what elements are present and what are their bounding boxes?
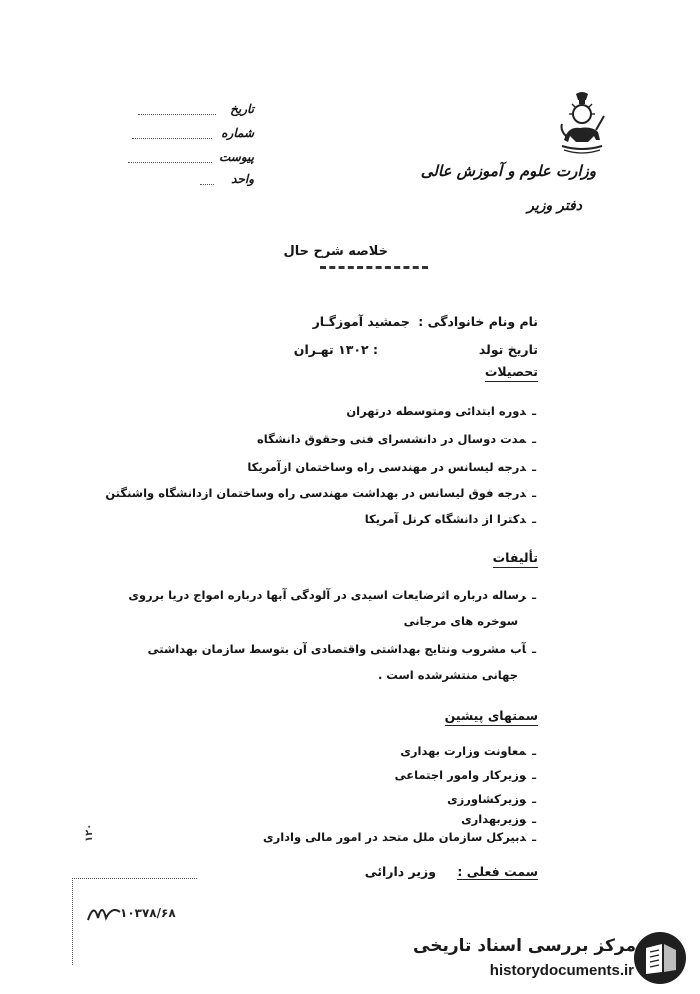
education-item: ـدرجه لیسانس در مهندسی راه وساختمان ازآمریکا <box>247 460 536 474</box>
document-title: خلاصه شرح حال <box>283 244 388 259</box>
education-item: ـمدت دوسال در دانشسرای فنی وحقوق دانشگاه <box>257 432 536 446</box>
position-item: ـوزیرکار وامور اجتماعی <box>394 768 536 782</box>
publications-heading: تألیفات <box>493 550 538 568</box>
birth-label: تاریخ تولد <box>478 342 538 357</box>
lion-and-sun-emblem <box>554 90 610 156</box>
watermark-logo-icon <box>632 930 688 986</box>
education-item: ـدوره ابتدائی ومتوسطه درتهران <box>346 404 536 418</box>
office-name: دفتر وزیر <box>527 198 582 214</box>
field-label-attachment: پیوست <box>219 150 254 164</box>
publication-item: ـرساله درباره اثرضایعات اسیدی در آلودگی آبها درباره امواج دریا برروی <box>128 588 536 602</box>
field-label-number: شماره <box>221 126 254 140</box>
positions-heading: سمتهای پیشین <box>445 708 538 726</box>
field-line-number <box>132 138 212 139</box>
position-item: ـوزیرکشاورزی <box>447 792 536 806</box>
field-line-date <box>138 114 216 115</box>
title-underline <box>320 266 428 269</box>
education-item: ـدرجه فوق لیسانس در بهداشت مهندسی راه وساختمان ازدانشگاه واشنگتن <box>105 486 536 500</box>
watermark-url: historydocuments.ir <box>489 962 634 979</box>
ministry-name: وزارت علوم و آموزش عالی <box>420 162 596 180</box>
archive-code: ۱۲۰ <box>84 823 95 842</box>
birth-value: : ۱۳۰۲ تهـران <box>293 342 378 357</box>
publication-item: ـآب مشروب ونتایج بهداشتی واقتصادی آن بتوسط سازمان بهداشتی <box>147 642 536 656</box>
publication-item-continued: جهانی منتشرشده است . <box>377 668 518 682</box>
field-label-date: تاریخ <box>230 102 254 116</box>
position-item: ـوزیربهداری <box>461 812 536 826</box>
name-label: نام ونام خانوادگی : <box>418 314 538 329</box>
current-position-label: سمت فعلی : <box>457 864 538 879</box>
name-value: جمشید آموزگـار <box>312 314 410 329</box>
archive-number: ۱۰۳۷۸/۶۸ <box>120 906 176 920</box>
field-label-unit: واحد <box>231 172 254 186</box>
education-item: ـدکترا از دانشگاه کرنل آمریکا <box>364 512 536 526</box>
education-heading: تحصیلات <box>485 364 538 382</box>
field-line-attachment <box>128 162 212 163</box>
publication-item-continued: سوخره های مرجانی <box>403 614 518 628</box>
current-position-value: وزیر دارائی <box>364 864 436 879</box>
watermark-title: مرکز بررسی اسناد تاریخی <box>413 936 636 956</box>
position-item: ـدبیرکل سازمان ملل متحد در امور مالی واداری <box>263 830 536 844</box>
field-line-unit <box>200 184 214 185</box>
position-item: ـمعاونت وزارت بهداری <box>400 744 536 758</box>
archive-handwritten-mark <box>86 898 126 926</box>
name-row <box>313 314 538 329</box>
